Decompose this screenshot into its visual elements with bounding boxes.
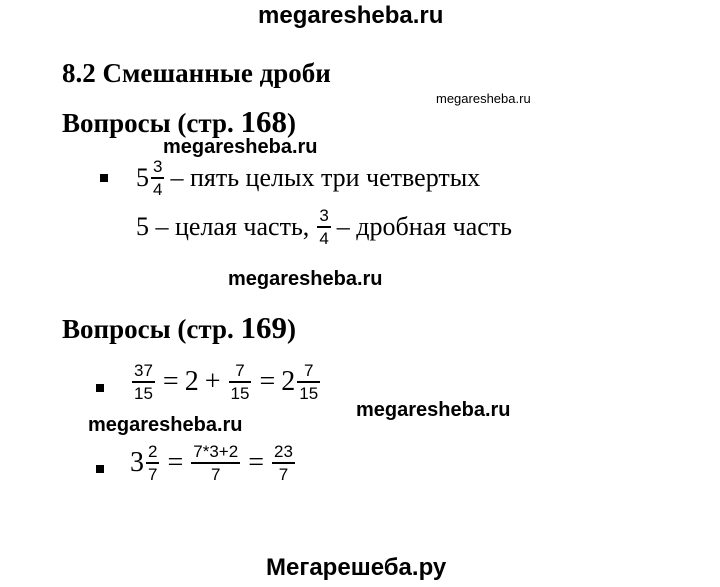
numerator: 7 (235, 361, 245, 380)
denominator: 4 (153, 179, 163, 199)
questions-heading-168 (62, 104, 296, 140)
heading-text: Вопросы (стр. (62, 314, 241, 344)
denominator: 15 (230, 383, 250, 403)
bullet-icon (96, 465, 104, 473)
numerator: 3 (153, 157, 163, 176)
denominator: 7 (278, 464, 289, 484)
denominator: 7 (210, 464, 221, 484)
denominator: 7 (148, 464, 158, 484)
fraction (317, 207, 330, 247)
mixed-whole-part: 3 (130, 446, 144, 478)
equals-sign: = (167, 446, 184, 478)
fraction-bar (229, 381, 252, 383)
section-title: 8.2 Смешанные дроби (62, 58, 331, 88)
equation-2 (130, 443, 297, 483)
fraction (132, 362, 155, 402)
line1-description: – пять целых три четвертых (170, 162, 481, 192)
fraction-bar (146, 462, 159, 464)
watermark-right-mid: megaresheba.ru (356, 399, 511, 421)
fraction-bar (297, 381, 320, 383)
fraction-bar (317, 226, 330, 228)
line2-text-a: 5 – целая часть, (136, 211, 310, 241)
watermark-middle: megaresheba.ru (228, 268, 383, 290)
heading-close: ) (286, 314, 296, 344)
numerator: 23 (273, 442, 293, 461)
mixed-number-line-1 (136, 158, 480, 198)
denominator: 4 (319, 228, 329, 248)
bullet-icon (100, 174, 108, 182)
heading-page-number: 168 (240, 104, 287, 139)
whole-number: 2 (184, 365, 199, 397)
heading-page-number: 169 (240, 310, 287, 345)
denominator: 15 (299, 383, 319, 403)
numerator: 7 (303, 361, 314, 380)
numerator: 7*3+2 (193, 442, 239, 461)
equals-sign: = (248, 446, 264, 478)
watermark-top: megaresheba.ru (258, 2, 444, 29)
watermark-under-q1: megaresheba.ru (163, 136, 318, 158)
numerator: 37 (134, 361, 153, 380)
numerator: 3 (319, 206, 329, 225)
heading-text: Вопросы (стр. (62, 108, 241, 138)
fraction-bar (191, 462, 240, 464)
fraction-bar (132, 381, 155, 383)
questions-heading-169 (62, 310, 296, 346)
fraction-bar (272, 462, 295, 464)
watermark-right-small: megaresheba.ru (436, 91, 531, 106)
fraction (229, 362, 252, 402)
fraction (191, 443, 240, 483)
fraction (151, 158, 164, 198)
equals-sign: = (162, 365, 179, 397)
bullet-icon (96, 384, 104, 392)
heading-close: ) (286, 108, 296, 138)
equation-1 (130, 362, 322, 402)
plus-sign: + (204, 365, 221, 397)
whole-part: 5 (136, 162, 149, 192)
fraction (146, 443, 159, 483)
line2-text-b: – дробная часть (336, 211, 513, 241)
numerator: 2 (148, 442, 158, 461)
watermark-bottom: Мегарешеба.ру (266, 554, 447, 581)
fraction-bar (151, 177, 164, 179)
equals-sign: = (259, 365, 276, 397)
fraction (297, 362, 320, 402)
mixed-whole-part: 2 (281, 365, 296, 397)
denominator: 15 (134, 383, 153, 403)
watermark-left-mid: megaresheba.ru (88, 414, 243, 436)
fraction (272, 443, 295, 483)
mixed-number-line-2 (136, 207, 512, 247)
